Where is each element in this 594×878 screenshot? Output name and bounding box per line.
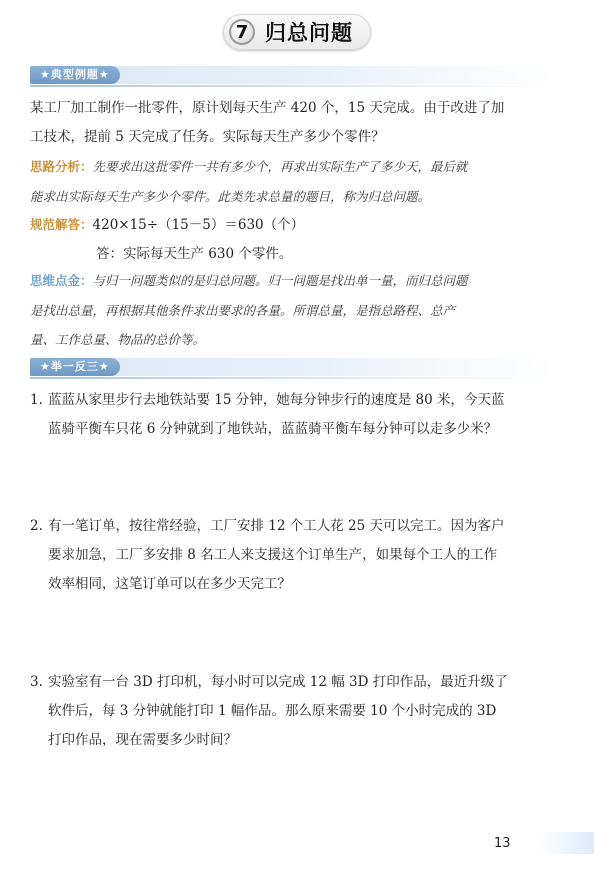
corner-tab-decoration [538,832,594,854]
section-tag-example: ★典型例题★ [30,66,120,84]
solution-formula: 420×15÷（15－5）＝630（个） [92,217,305,233]
section-banner-practice [30,358,555,376]
title-badge [223,14,371,50]
question-1: 1. 蓝蓝从家里步行去地铁站要 15 分钟，她每分钟步行的速度是 80 米，今天蓝 蓝骑平衡车只花 6 分钟就到了地铁站，蓝蓝骑平衡车每分钟可以走多少米？ [30,392,505,437]
solution-block [30,210,560,269]
analysis-label: 思路分析： [30,159,93,174]
section-banner-example [30,66,555,84]
page-number: 13 [494,836,511,851]
analysis-block: 思路分析：先要求出这批零件一共有多少个，再求出实际生产了多少天，最后就 能求出实际每天生产多少个零件。此类先求总量的题目，称为归总问题。 [30,159,468,204]
solution-label: 规范解答： [30,217,93,232]
lesson-title [0,14,594,54]
lesson-title-text: 归总问题 [265,21,353,45]
solution-answer: 答：实际每天生产 630 个零件。 [96,246,293,262]
question-2: 2. 有一笔订单，按往常经验，工厂安排 12 个工人花 25 天可以完工。因为客户 要求加急，工厂多安排 8 名工人来支援这个订单生产，如果每个工人的工作 效率相同，这笔订单可以在多少天完工？ [30,518,505,592]
section-tag-practice: ★举一反三★ [30,358,120,376]
example-problem: 某工厂加工制作一批零件，原计划每天生产 420 个，15 天完成。由于改进了加 工技术，提前 5 天完成了任务。实际每天生产多少个零件？ [30,100,505,145]
tips-label: 思维点金： [30,273,93,288]
tips-block: 思维点金：与归一问题类似的是归总问题。归一问题是找出单一量，而归总问题 是找出总量，再根据其他条件求出要求的各量。所谓总量，是指总路程、总产 量、工作总量、物品的总价等。 [30,273,468,347]
question-3: 3. 实验室有一台 3D 打印机，每小时可以完成 12 幅 3D 打印作品，最近升级了 软件后，每 3 分钟就能打印 1 幅作品。那么原来需要 10 个小时完成的 3D 打印作品，现在需要多少时间？ [30,674,508,748]
lesson-number: 7 [229,19,255,45]
